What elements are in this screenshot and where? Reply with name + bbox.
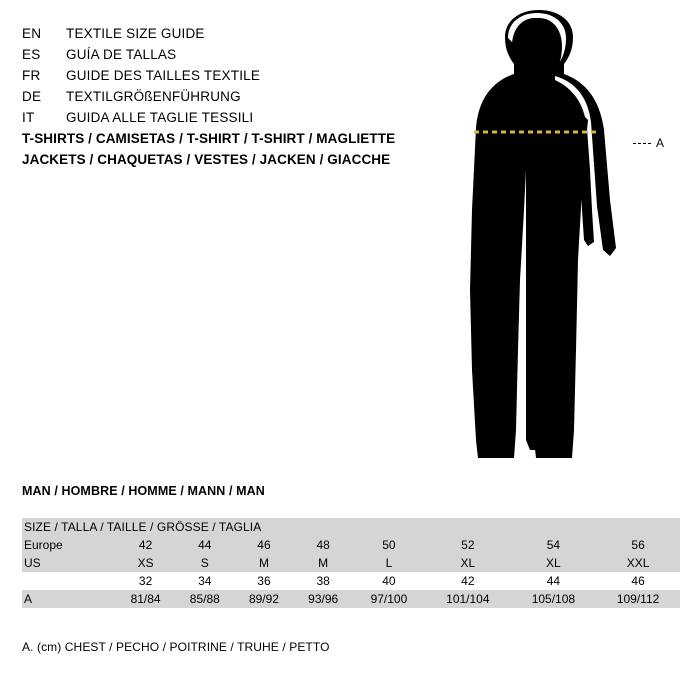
language-row	[22, 47, 452, 68]
table-header-label: SIZE / TALLA / TAILLE / GRÖSSE / TAGLIA	[22, 518, 680, 536]
table-cell: XXL	[596, 554, 680, 572]
table-cell: 42	[425, 572, 511, 590]
table-cell: L	[353, 554, 425, 572]
language-title: GUÍA DE TALLAS	[66, 47, 177, 62]
table-cell: 44	[175, 536, 234, 554]
language-row	[22, 89, 452, 110]
table-row	[22, 536, 680, 554]
table-row	[22, 554, 680, 572]
size-table	[22, 518, 680, 608]
table-cell: 101/104	[425, 590, 511, 608]
table-cell: 97/100	[353, 590, 425, 608]
table-cell: 52	[425, 536, 511, 554]
row-label: A	[22, 590, 116, 608]
table-cell: XS	[116, 554, 175, 572]
language-code: FR	[22, 68, 41, 83]
chest-marker-label: A	[656, 136, 665, 150]
table-cell: M	[294, 554, 353, 572]
table-cell: 56	[596, 536, 680, 554]
silhouette-svg	[460, 10, 690, 470]
table-row	[22, 572, 680, 590]
language-row	[22, 26, 452, 47]
table-cell: 48	[294, 536, 353, 554]
table-cell: 34	[175, 572, 234, 590]
measurement-footnote: A. (cm) CHEST / PECHO / POITRINE / TRUHE / PETTO	[22, 640, 330, 654]
language-title: TEXTILGRÖßENFÜHRUNG	[66, 89, 241, 104]
table-cell: 89/92	[234, 590, 293, 608]
table-cell: 44	[511, 572, 597, 590]
table-cell: 38	[294, 572, 353, 590]
row-label: Europe	[22, 536, 116, 554]
language-title: TEXTILE SIZE GUIDE	[66, 26, 205, 41]
language-header-list	[22, 26, 452, 131]
table-cell: M	[234, 554, 293, 572]
table-cell: 54	[511, 536, 597, 554]
language-code: DE	[22, 89, 42, 104]
table-cell: 46	[596, 572, 680, 590]
silhouette-outline	[470, 10, 616, 458]
row-label: US	[22, 554, 116, 572]
table-cell: 81/84	[116, 590, 175, 608]
table-cell: 46	[234, 536, 293, 554]
table-cell: 50	[353, 536, 425, 554]
table-cell: 109/112	[596, 590, 680, 608]
language-title: GUIDA ALLE TAGLIE TESSILI	[66, 110, 254, 125]
gender-heading: MAN / HOMBRE / HOMME / MANN / MAN	[22, 484, 265, 498]
chest-leader-line	[633, 143, 651, 144]
table-cell: 105/108	[511, 590, 597, 608]
table-cell: 93/96	[294, 590, 353, 608]
table-cell: XL	[425, 554, 511, 572]
table-cell: S	[175, 554, 234, 572]
language-code: ES	[22, 47, 41, 62]
table-cell: 40	[353, 572, 425, 590]
category-headings	[22, 128, 462, 170]
language-title: GUIDE DES TAILLES TEXTILE	[66, 68, 261, 83]
table-cell: 85/88	[175, 590, 234, 608]
table-cell: 36	[234, 572, 293, 590]
table-cell: 32	[116, 572, 175, 590]
language-code: EN	[22, 26, 42, 41]
table-row	[22, 590, 680, 608]
language-code: IT	[22, 110, 35, 125]
table-header-row	[22, 518, 680, 536]
table-cell: XL	[511, 554, 597, 572]
male-silhouette-figure	[460, 10, 690, 470]
category-line-jackets: JACKETS / CHAQUETAS / VESTES / JACKEN / GIACCHE	[22, 152, 391, 167]
category-line-tshirts: T-SHIRTS / CAMISETAS / T-SHIRT / T-SHIRT / MAGLIETTE	[22, 131, 396, 146]
language-row	[22, 68, 452, 89]
row-label	[22, 572, 116, 590]
table-cell: 42	[116, 536, 175, 554]
